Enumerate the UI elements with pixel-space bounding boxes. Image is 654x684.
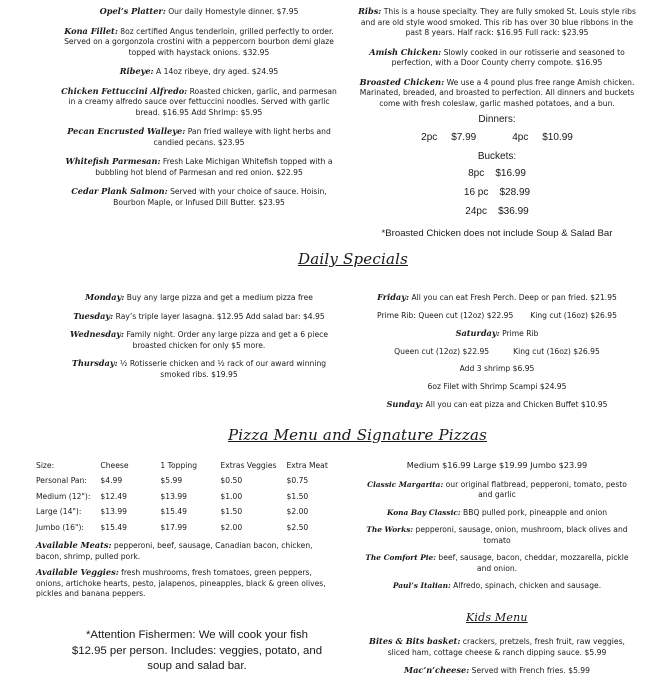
kids-menu-heading: Kids Menu xyxy=(466,611,528,624)
bucket-price: $36.99 xyxy=(498,206,529,217)
size-cell: Medium (12"): xyxy=(36,491,91,501)
pizza-classic-margarita xyxy=(360,480,634,501)
menu-item-chicken-alfredo xyxy=(60,86,338,119)
available-meats xyxy=(36,540,326,562)
special-text: ½ Rotisserie chicken and ½ rack of our award winning smoked ribs. $19.95 xyxy=(120,359,327,379)
item-desc: Roasted chicken, garlic, and parmesan in a creamy alfredo sauce over fettuccini noodles. Served with garlic bread. xyxy=(68,86,337,117)
special-text: Ray’s triple layer lasagna. $12.95 Add salad bar: $4.95 xyxy=(115,311,325,321)
bucket-option xyxy=(356,164,638,183)
special-day: Saturday: xyxy=(455,328,500,338)
item-price: $32.95 xyxy=(242,47,270,57)
table-row xyxy=(36,489,338,505)
item-price: $16.95 xyxy=(575,58,603,67)
dinner-option xyxy=(421,130,476,146)
fishermen-note: *Attention Fishermen: We will cook your fish $12.95 per person. Includes: veggies, potato, and soup and salad bar. xyxy=(71,629,323,672)
bucket-size: 24pc xyxy=(465,206,487,217)
menu-item-whitefish-parmesan xyxy=(60,156,338,178)
bucket-price: $16.99 xyxy=(495,168,526,179)
item-desc: A 14oz ribeye, dry aged. xyxy=(156,67,250,76)
item-desc: We use a 4 pound plus free range Amish chicken. Marinated, breaded, and broasted to perfection. All dinners and buckets come with fresh coleslaw, garlic mashed potatoes, and a bun. xyxy=(359,77,635,108)
pizza-name: The Works: xyxy=(366,525,414,534)
saturday-king: King cut (16oz) $26.95 xyxy=(513,346,600,356)
daily-specials-heading: Daily Specials xyxy=(298,250,408,268)
pizza-name: Classic Margarita: xyxy=(367,479,444,489)
bucket-option xyxy=(356,183,638,202)
col-header: 1 Topping xyxy=(160,460,198,470)
pizza-the-works xyxy=(360,525,634,546)
filet-scampi: 6oz Filet with Shrimp Scampi $24.95 xyxy=(427,381,567,391)
veggies-list: fresh mushrooms, fresh tomatoes, green peppers, onions, artichoke hearts, pesto, jalapenos, pineapples, black & green olives, pickles and banana peppers. xyxy=(36,568,326,598)
dinner-size: 2pc xyxy=(421,132,438,143)
pizza-pauls-italian xyxy=(360,581,634,592)
price-cell: $1.00 xyxy=(220,491,243,501)
item-price: Half rack: $16.95 Full rack: $23.95 xyxy=(457,28,589,37)
item-name: Opel’s Platter: xyxy=(99,6,166,16)
pizza-heading: Pizza Menu and Signature Pizzas xyxy=(228,426,488,444)
price-cell: $5.99 xyxy=(160,476,183,485)
menu-item-broasted-chicken xyxy=(356,77,638,110)
special-monday xyxy=(60,292,338,304)
special-text: Prime Rib xyxy=(502,329,539,338)
kids-item-bites-bits xyxy=(360,636,634,658)
special-sunday xyxy=(356,399,638,411)
item-price: $23.95 xyxy=(258,197,285,207)
special-friday xyxy=(356,292,638,304)
col-header: Extra Meat xyxy=(286,460,328,470)
size-cell: Large (14"): xyxy=(36,507,82,516)
pizza-desc: BBQ pulled pork, pineapple and onion xyxy=(463,507,608,517)
menu-item-ribs xyxy=(356,6,638,39)
special-text: All you can eat pizza and Chicken Buffet $10.95 xyxy=(425,400,608,409)
price-cell: $17.99 xyxy=(160,522,187,532)
bucket-size: 8pc xyxy=(468,168,485,179)
table-row xyxy=(36,474,338,490)
pizza-kona-bay xyxy=(360,508,634,519)
item-price: $24.95 xyxy=(251,67,279,76)
price-cell: $2.50 xyxy=(286,522,309,532)
specials-left-column xyxy=(60,292,338,387)
item-name: Chicken Fettuccini Alfredo: xyxy=(61,85,188,96)
price-cell: $15.49 xyxy=(160,507,187,516)
special-thursday xyxy=(60,358,338,380)
pizza-desc: our original flatbread, pepperoni, tomato, pesto and garlic xyxy=(445,479,627,499)
special-day: Wednesday: xyxy=(69,329,125,339)
buckets-label: Buckets: xyxy=(477,151,517,162)
meats-list: pepperoni, beef, sausage, Canadian bacon, chicken, bacon, shrimp, pulled pork. xyxy=(36,541,313,561)
dinners-options xyxy=(356,130,638,146)
price-cell: $1.50 xyxy=(220,507,243,516)
price-cell: $1.50 xyxy=(286,491,309,501)
item-desc: Our daily Homestyle dinner. xyxy=(168,7,275,16)
prime-rib-queen: Queen cut (12oz) $22.95 xyxy=(418,310,514,320)
price-cell: $2.00 xyxy=(286,507,309,516)
special-text: Buy any large pizza and get a medium pizza free xyxy=(126,293,313,302)
kids-item-name: Bites & Bits basket: xyxy=(369,636,461,646)
special-text: All you can eat Fresh Perch. Deep or pan fried. $21.95 xyxy=(411,293,617,302)
specials-right-column xyxy=(356,292,638,418)
item-name: Ribeye: xyxy=(119,66,154,76)
entrees-left-column xyxy=(60,6,338,216)
prime-rib-line xyxy=(356,311,638,322)
size-cell: Jumbo (16"): xyxy=(36,522,84,532)
price-cell: $15.49 xyxy=(100,522,127,532)
available-veggies xyxy=(36,567,326,600)
saturday-queen: Queen cut (12oz) $22.95 xyxy=(394,346,490,356)
price-cell: $13.99 xyxy=(100,507,127,516)
special-day: Monday: xyxy=(85,292,125,302)
dinners-label: Dinners: xyxy=(478,114,516,125)
dinner-price: $7.99 xyxy=(451,132,477,143)
pizza-name: Paul’s Italian: xyxy=(392,581,451,590)
menu-item-cedar-salmon xyxy=(60,186,338,208)
menu-item-pecan-walleye xyxy=(60,126,338,148)
special-saturday xyxy=(356,328,638,340)
col-header: Cheese xyxy=(100,460,129,470)
item-name: Amish Chicken: xyxy=(369,46,442,57)
item-desc: Slowly cooked in our rotisserie and seasoned to perfection, with a Door County cherry compote. xyxy=(391,47,625,67)
table-header-row xyxy=(36,458,338,474)
kids-item-desc: crackers, pretzels, fresh fruit, raw veggies, sliced ham, cottage cheese & ranch dipping sauce. xyxy=(387,637,625,657)
bucket-size: 16 pc xyxy=(463,187,489,198)
pizza-price-table xyxy=(36,458,338,536)
signature-prices: Medium $16.99 Large $19.99 Jumbo $23.99 xyxy=(406,460,588,470)
kids-menu xyxy=(360,636,634,684)
item-desc: This is a house specialty. They are fully smoked St. Louis style ribs and are old style wood smoked. This rib has over 30 blue ribbons in the past 8 years. xyxy=(360,7,636,37)
meats-label: Available Meats: xyxy=(36,540,112,550)
item-desc: Pan fried walleye with light herbs and candied pecans. xyxy=(153,127,331,147)
menu-item-kona-fillet xyxy=(60,26,338,59)
prime-rib-label: Prime Rib: xyxy=(377,310,416,320)
special-day: Friday: xyxy=(377,292,410,302)
size-cell: Personal Pan: xyxy=(36,476,87,485)
table-row xyxy=(36,505,338,521)
pizza-desc: beef, sausage, bacon, cheddar, mozzarella, pickle and onion. xyxy=(438,553,629,573)
bucket-price: $28.99 xyxy=(499,187,531,198)
add-shrimp: Add 3 shrimp $6.95 xyxy=(459,364,535,373)
item-name: Whitefish Parmesan: xyxy=(65,156,161,166)
special-day: Thursday: xyxy=(71,358,118,368)
item-price: $23.95 xyxy=(217,137,245,147)
special-day: Sunday: xyxy=(386,399,424,409)
prime-rib-king: King cut (16oz) $26.95 xyxy=(530,310,617,320)
pizza-name: The Comfort Pie: xyxy=(365,553,436,562)
item-price: $7.95 xyxy=(276,7,299,16)
dinner-option xyxy=(512,130,573,146)
special-text: Family night. Order any large pizza and get a 6 piece broasted chicken for only $5 more. xyxy=(126,330,329,350)
item-desc: 8oz certified Angus tenderloin, grilled perfectly to order. Served on a gorgonzola crostini with a peppercorn bourbon demi glaze topped with haystack onions. xyxy=(64,26,334,57)
saturday-cuts xyxy=(356,347,638,358)
item-name: Pecan Encrusted Walleye: xyxy=(67,126,186,136)
entrees-right-column xyxy=(356,6,638,241)
item-price: $16.95 Add Shrimp: $5.95 xyxy=(162,107,263,117)
item-name: Broasted Chicken: xyxy=(359,76,445,87)
item-desc: Served with your choice of sauce. Hoisin, Bourbon Maple, or Infused Dill Butter. xyxy=(113,187,327,207)
table-row xyxy=(36,520,338,536)
item-desc: Fresh Lake Michigan Whitefish topped with a bubbling hot blend of Parmesan and red onion. xyxy=(95,157,333,177)
broasted-note: *Broasted Chicken does not include Soup & Salad Bar xyxy=(381,228,613,239)
pizza-comfort-pie xyxy=(360,553,634,574)
pizza-name: Kona Bay Classic: xyxy=(386,507,461,517)
special-tuesday xyxy=(60,311,338,323)
item-name: Ribs: xyxy=(358,6,382,16)
price-cell: $0.50 xyxy=(220,476,243,485)
price-cell: $4.99 xyxy=(100,476,123,485)
special-wednesday xyxy=(60,329,338,351)
pizza-desc: Alfredo, spinach, chicken and sausage. xyxy=(453,581,602,590)
menu-item-ribeye xyxy=(60,66,338,78)
menu-item-amish-chicken xyxy=(356,47,638,69)
kids-item-price: $5.99 xyxy=(568,666,590,675)
price-cell: $12.49 xyxy=(100,491,127,501)
signature-pizzas xyxy=(360,460,634,599)
item-name: Cedar Plank Salmon: xyxy=(71,186,168,196)
pizza-desc: pepperoni, sausage, onion, mushroom, black olives and tomato xyxy=(415,525,628,545)
col-header: Size: xyxy=(36,460,55,470)
item-name: Kona Fillet: xyxy=(64,25,118,36)
dinner-price: $10.99 xyxy=(542,132,573,143)
veggies-label: Available Veggies: xyxy=(36,567,119,577)
dinner-size: 4pc xyxy=(512,132,529,143)
col-header: Extras Veggies xyxy=(220,460,277,470)
bucket-option xyxy=(356,202,638,221)
special-day: Tuesday: xyxy=(73,310,114,321)
kids-item-desc: Served with French fries. xyxy=(471,666,566,675)
price-cell: $2.00 xyxy=(220,522,243,532)
item-price: $22.95 xyxy=(276,167,303,177)
price-cell: $0.75 xyxy=(286,476,309,485)
price-cell: $13.99 xyxy=(160,491,187,501)
kids-item-name: Mac’n’cheese: xyxy=(404,665,470,675)
kids-item-price: $5.99 xyxy=(584,647,607,657)
menu-item-opels-platter xyxy=(60,6,338,18)
